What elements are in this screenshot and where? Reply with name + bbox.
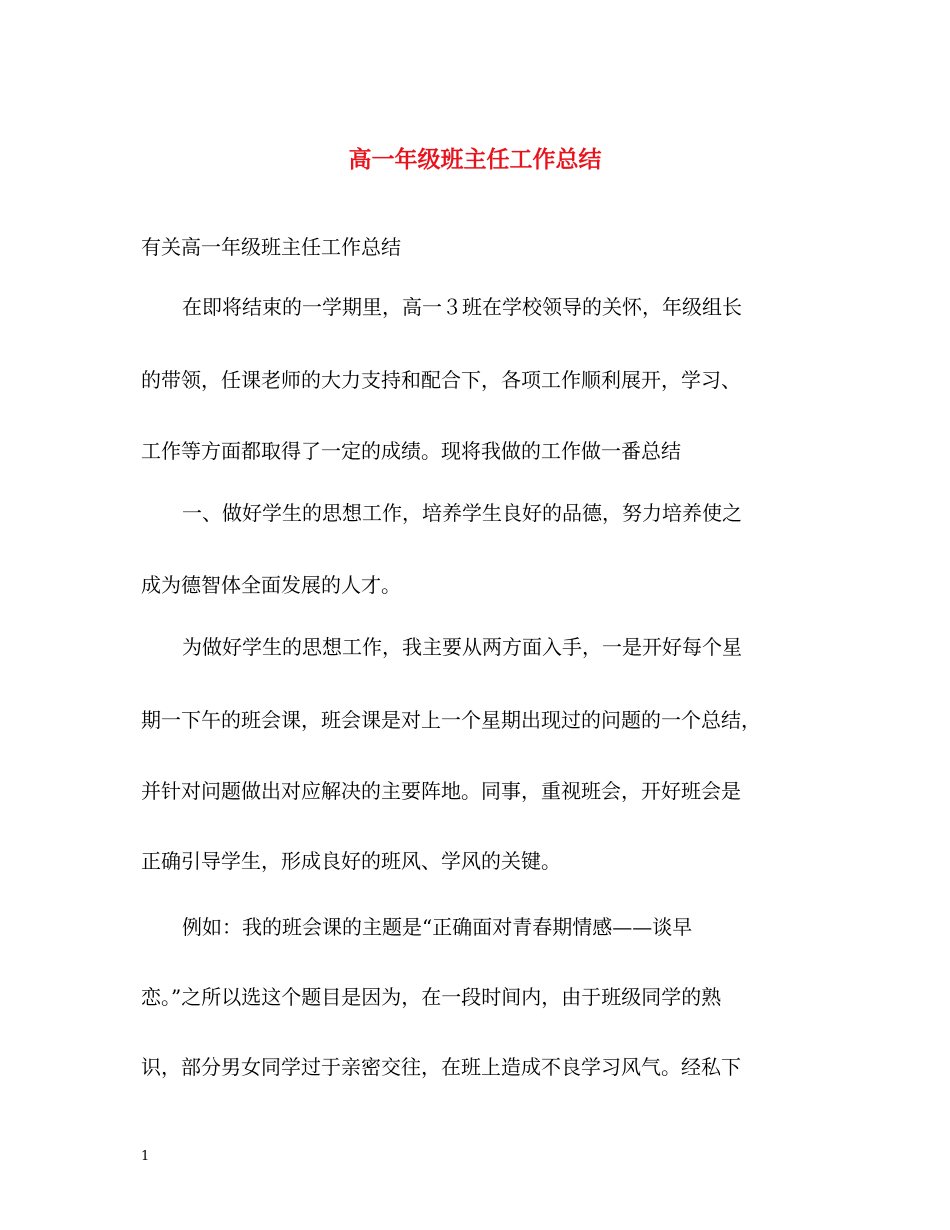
paragraph-line: 的带领，任课老师的大力支持和配合下，各项工作顺利展开，学习、 bbox=[141, 368, 741, 392]
document-subtitle: 有关高一年级班主任工作总结 bbox=[141, 235, 401, 259]
document-title: 高一年级班主任工作总结 bbox=[348, 146, 602, 173]
paragraph-line: 工作等方面都取得了一定的成绩。现将我做的工作做一番总结 bbox=[141, 439, 681, 463]
section-heading-line: 成为德智体全面发展的人才。 bbox=[141, 573, 401, 597]
paragraph-line: 例如：我的班会课的主题是“正确面对青春期情感——谈早 bbox=[182, 915, 693, 939]
paragraph-line: 为做好学生的思想工作，我主要从两方面入手，一是开好每个星 bbox=[182, 635, 742, 659]
paragraph-line: 恋。”之所以选这个题目是因为，在一段时间内，由于班级同学的熟 bbox=[141, 985, 722, 1009]
section-heading-line: 一、做好学生的思想工作，培养学生良好的品德，努力培养使之 bbox=[182, 501, 742, 525]
paragraph-line: 正确引导学生，形成良好的班风、学风的关键。 bbox=[141, 849, 561, 873]
paragraph-line: 并针对问题做出对应解决的主要阵地。同事，重视班会，开好班会是 bbox=[141, 779, 741, 803]
paragraph-line: 期一下午的班会课，班会课是对上一个星期出现过的问题的一个总结， bbox=[141, 708, 761, 732]
page-number: 1 bbox=[141, 1149, 150, 1164]
paragraph-line: 在即将结束的一学期里，高一３班在学校领导的关怀，年级组长 bbox=[182, 295, 742, 319]
paragraph-line: 识，部分男女同学过于亲密交往，在班上造成不良学习风气。经私下 bbox=[141, 1055, 741, 1079]
